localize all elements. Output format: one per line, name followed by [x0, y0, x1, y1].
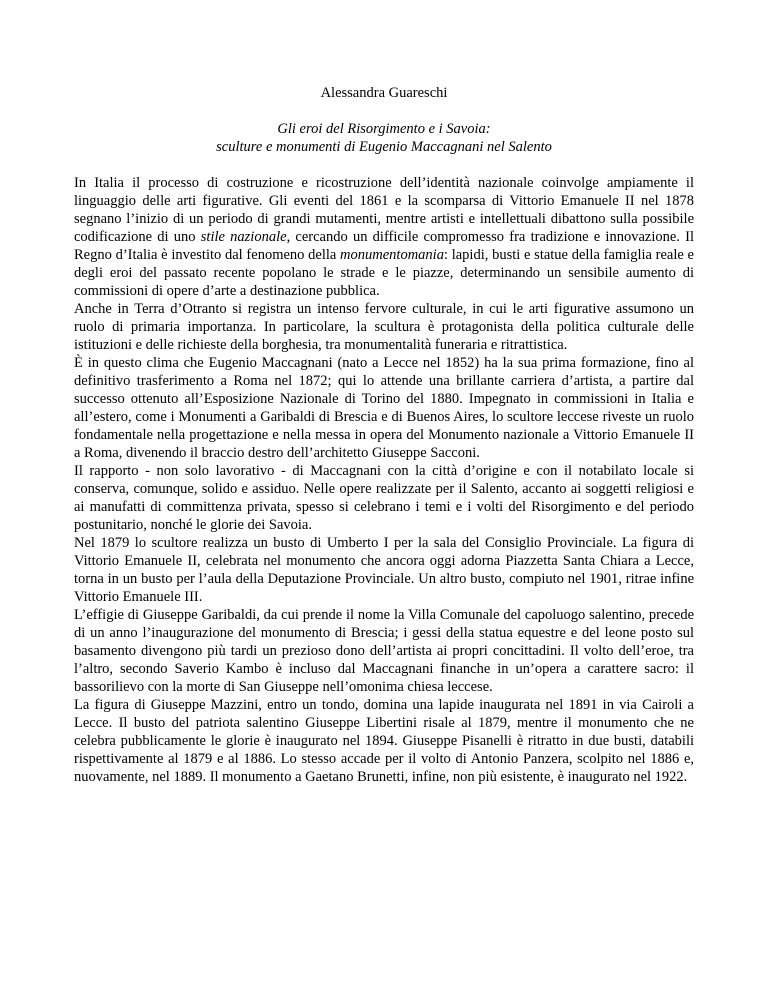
paragraph-3: È in questo clima che Eugenio Maccagnani (nato a Lecce nel 1852) ha la sua prima formazione, fino al definitivo trasferimento a Roma nel 1872; qui lo attende una brillante carriera d’artista, a partire dal successo ottenuto all’Esposizione Nazionale di Torino del 1880. Impegnato in commissioni in Italia e all’estero, come i Monumenti a Garibaldi di Brescia e di Buenos Aires, lo scultore leccese riveste un ruolo fondamentale nella progettazione e nella messa in opera del Monumento nazionale a Vittorio Emanuele II a Roma, divenendo il braccio destro dell’architetto Giuseppe Sacconi.: [74, 355, 694, 461]
paragraph-1-part-a: In Italia il processo di costruzione e ricostruzione dell’identità nazionale coinvolge ampiamente il linguaggio delle arti figurative. Gli eventi del 1861 e la scomparsa di Vittorio Emanuele II nel 1878 segnano l’inizio di un periodo di grandi mutamenti, mentre artisti e intellettuali dibattono sulla possibile codificazione di uno: [74, 175, 694, 245]
paragraph-4: Il rapporto - non solo lavorativo - di Maccagnani con la città d’origine e con il notabilato locale si conserva, comunque, solido e assiduo. Nelle opere realizzate per il Salento, accanto ai soggetti religiosi e ai manufatti di committenza privata, spesso si celebrano i temi e i volti del Risorgimento e del periodo postunitario, nonché le glorie dei Savoia.: [74, 463, 694, 533]
paragraph-1: [74, 174, 694, 300]
paragraph-1-part-b: , cercando un difficile compromesso fra tradizione e innovazione. Il Regno d’Italia è investito dal fenomeno della: [74, 229, 694, 263]
paragraph-2: Anche in Terra d’Otranto si registra un intenso fervore culturale, in cui le arti figurative assumono un ruolo di primaria importanza. In particolare, la scultura è protagonista della politica culturale delle istituzioni e delle richieste della borghesia, tra monumentalità funeraria e ritrattistica.: [74, 301, 694, 353]
paragraph-1-emphasis-2: monumentomania: [340, 247, 444, 263]
paragraph-5: Nel 1879 lo scultore realizza un busto di Umberto I per la sala del Consiglio Provinciale. La figura di Vittorio Emanuele II, celebrata nel monumento che ancora oggi adorna Piazzetta Santa Chiara a Lecce, torna in un busto per l’aula della Deputazione Provinciale. Un altro busto, compiuto nel 1901, ritrae infine Vittorio Emanuele III.: [74, 535, 694, 605]
title-line-2: sculture e monumenti di Eugenio Maccagnani nel Salento: [216, 139, 552, 155]
author-name: Alessandra Guareschi: [320, 85, 448, 101]
document-title: [74, 120, 694, 156]
title-line-1: Gli eroi del Risorgimento e i Savoia:: [277, 121, 491, 137]
document-page: [74, 84, 694, 786]
paragraph-1-emphasis-1: stile nazionale: [200, 229, 287, 245]
paragraph-7: La figura di Giuseppe Mazzini, entro un tondo, domina una lapide inaugurata nel 1891 in via Cairoli a Lecce. Il busto del patriota salentino Giuseppe Libertini risale al 1879, mentre il monumento che ne celebra pubblicamente le glorie è inaugurato nel 1894. Giuseppe Pisanelli è ritratto in due busti, databili rispettivamente al 1879 e al 1886. Lo stesso accade per il volto di Antonio Panzera, scolpito nel 1886 e, nuovamente, nel 1889. Il monumento a Gaetano Brunetti, infine, non più esistente, è inaugurato nel 1922.: [74, 697, 694, 785]
paragraph-1-part-c: : lapidi, busti e statue della famiglia reale e degli eroi del passato recente popolano le strade e le piazze, determinando un sensibile aumento di commissioni di opere d’arte a destinazione pubblica.: [74, 247, 694, 299]
paragraph-6: L’effigie di Giuseppe Garibaldi, da cui prende il nome la Villa Comunale del capoluogo salentino, precede di un anno l’inaugurazione del monumento di Brescia; i gessi della statua equestre e del leone posto sul basamento divengono più tardi un prezioso dono dell’artista ai propri concittadini. Il volto dell’eroe, tra l’altro, secondo Saverio Kambo è incluso dal Maccagnani finanche in un’opera a carattere sacro: il bassorilievo con la morte di San Giuseppe nell’omonima chiesa leccese.: [74, 607, 694, 695]
